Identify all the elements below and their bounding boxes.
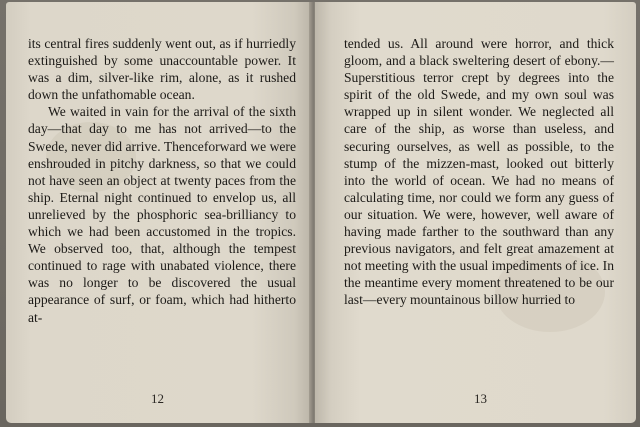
left-page-number: 12: [151, 391, 164, 406]
right-page-text: [344, 35, 614, 309]
right-page-number: 13: [474, 391, 487, 406]
right-paragraph-1: tended us. All around were horror, and thick gloom, and a black sweltering desert of ebony.—Superstitious terror crept by degrees into the spirit of the old Swede, and my own soul was wrapped up in silent wonder. We neglected all care of the ship, as worse than useless, and securing ourselves, as well as possible, to the stump of the mizzen-mast, looked out bitterly into the world of ocean. We had no means of calculating time, nor could we form any guess of our situation. We were, however, well aware of having made farther to the southward than any previous navigators, and felt great amazement at not meeting with the usual impediments of ice. In the meantime every moment threatened to be our last—every mountainous billow hurried to: [344, 36, 614, 308]
right-page: [315, 2, 636, 423]
left-paragraph-2: We waited in vain for the arrival of the sixth day—that day to me has not arrived—to the Swede, never did arrive. Thenceforward we were enshrouded in pitchy darkness, so that we could not have seen an object at twenty paces from the ship. Eternal night continued to envelop us, all unrelieved by the phosphoric sea-brilliancy to which we had been accustomed in the tropics. We observed too, that, although the tempest continued to rage with unabated violence, there was no longer to be discovered the usual appearance of surf, or foam, which had hitherto at-: [28, 104, 296, 325]
left-page-text: [28, 35, 296, 326]
left-page: [6, 2, 313, 423]
left-paragraph-1: its central fires suddenly went out, as if hurriedly extinguished by some unaccountable power. It was a dim, silver-like rim, alone, as it rushed down the unfathomable ocean.: [28, 36, 296, 103]
